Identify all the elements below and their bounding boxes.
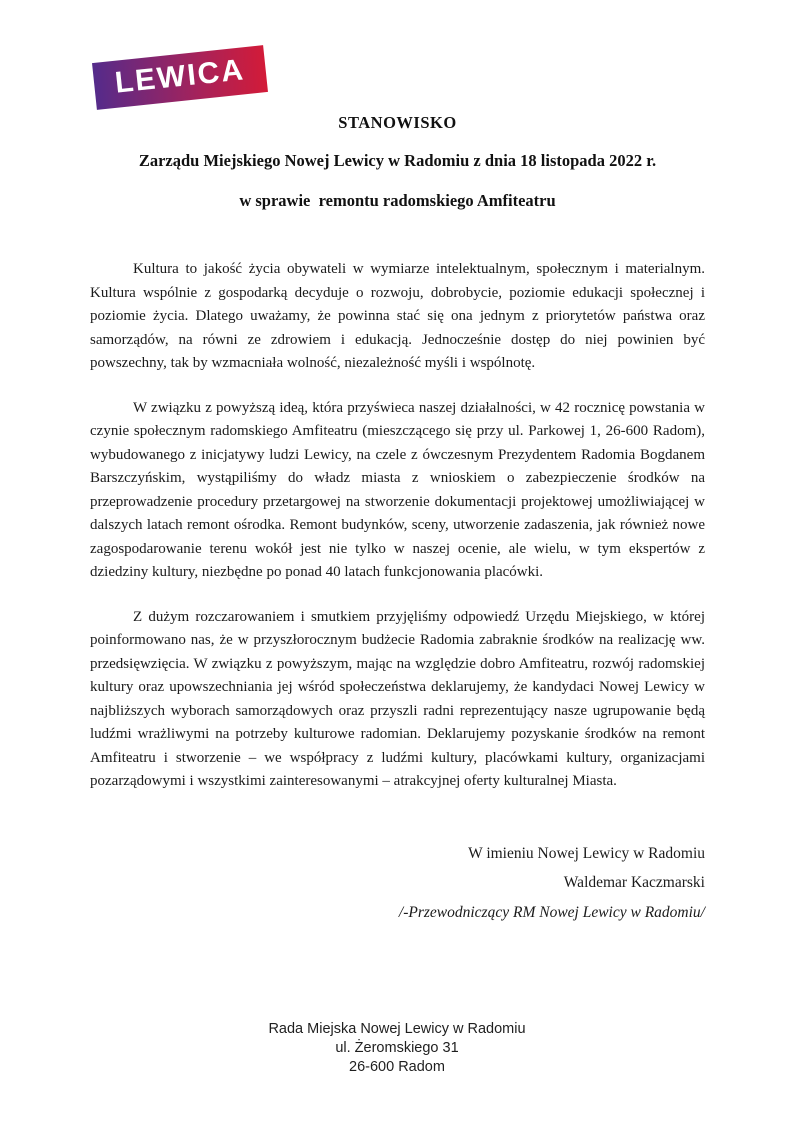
body-paragraph: W związku z powyższą ideą, która przyświeca naszej działalności, w 42 rocznicę powstania w czynie społecznym radomskiego Amfiteatru (mieszczącego się przy ul. Parkowej 1, 26-600 Radom), wybudowanego z inicjatywy ludzi Lewicy, na czele z ówczesnym Prezydentem Radomia Bogdanem Barszczyńskim, wystąpiliśmy do władz miasta z wnioskiem o zabezpieczenie środków na przeprowadzenie procedury przetargowej na stworzenie dokumentacji projektowej umożliwiającej w dalszych latach remont ośrodka. Remont budynków, sceny, utworzenie zadaszenia, jak również nowe zagospodarowanie terenu wokół jest nie tylko w naszej ocenie, ale wielu, w tym ekspertów z dziedziny kultury, niezbędne po ponad 40 latach funkcjonowania placówki. [90,399,705,580]
body-text [90,258,705,794]
doc-subject: w sprawie remontu radomskiego Amfiteatru [239,191,556,210]
signature-block [90,839,705,928]
footer-block [0,1020,794,1077]
footer-organization: Rada Miejska Nowej Lewicy w Radomiu [268,1021,526,1037]
body-paragraph: Kultura to jakość życia obywateli w wymiarze intelektualnym, społecznym i materialnym. Kultura wspólnie z gospodarką decyduje o rozwoju, dobrobycie, poziomie edukacji społecznej i poziomie życia. Dlatego uważamy, że powinna stać się ona jednym z priorytetów państwa oraz samorządów, na równi ze zdrowiem i edukacją. Jednocześnie dostęp do niej powinien być powszechny, tak by wzmacniała wolność, niezależność myśli i wspólnotę. [90,261,705,371]
footer-street: ul. Żeromskiego 31 [335,1040,459,1056]
doc-subtitle: Zarządu Miejskiego Nowej Lewicy w Radomiu z dnia 18 listopada 2022 r. [138,151,657,170]
lewica-logo-text: LEWICA [113,52,247,100]
footer-city: 26-600 Radom [349,1059,445,1075]
doc-title: STANOWISKO [338,113,457,132]
body-paragraph: Z dużym rozczarowaniem i smutkiem przyjęliśmy odpowiedź Urzędu Miejskiego, w której poinformowano nas, że w przyszłorocznym budżecie Radomia zabraknie środków na realizację ww. przedsięwzięcia. W związku z powyższym, mając na względzie dobro Amfiteatru, rozwój radomskiej kultury oraz upowszechniania jej wśród społeczeństwa deklarujemy, że kandydaci Nowej Lewicy w najbliższych wyborach samorządowych oraz przyszli radni reprezentujący nasze ugrupowanie będą ludźmi wrażliwymi na potrzeby kulturowe radomian. Deklarujemy pozyskanie środków na remont Amfiteatru i stworzenie – we współpracy z ludźmi kultury, placówkami kultury, organizacjami pozarządowymi i wszystkimi zainteresowanymi – atrakcyjnej oferty kulturalnej Miasta. [90,608,705,789]
signature-name: Waldemar Kaczmarski [563,874,705,891]
signature-role: /-Przewodniczący RM Nowej Lewicy w Radomiu/ [398,903,705,921]
signature-on-behalf: W imieniu Nowej Lewicy w Radomiu [468,844,705,862]
document-content [90,0,705,927]
